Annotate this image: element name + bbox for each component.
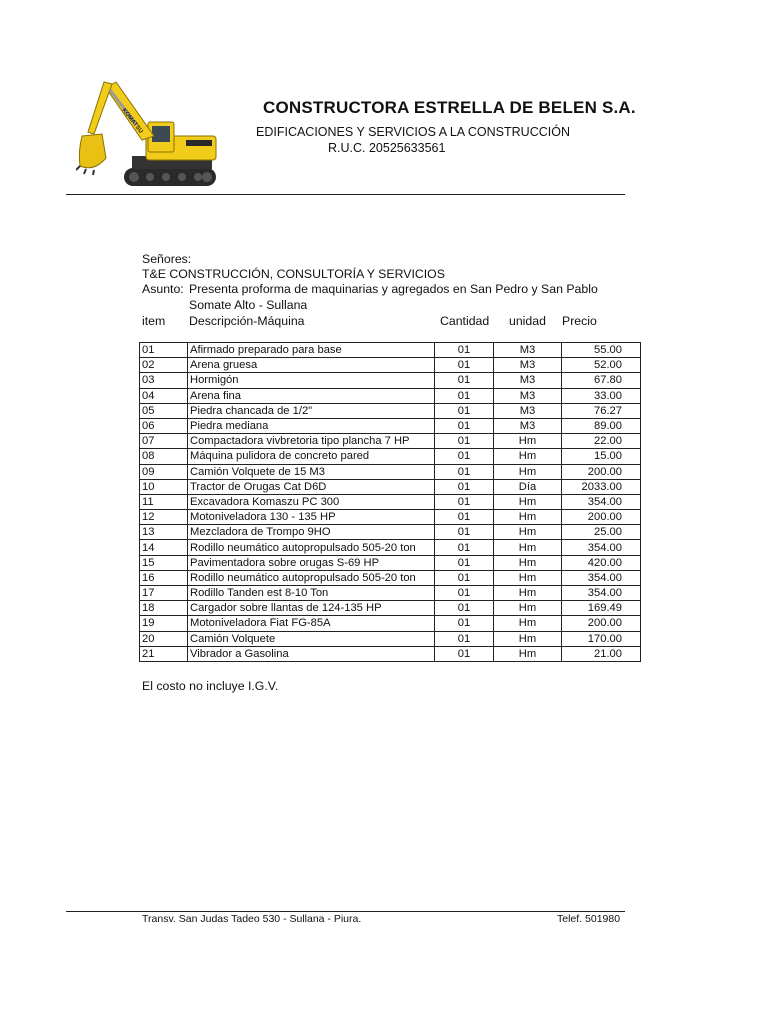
row-price: 2033.00: [562, 479, 641, 494]
row-quantity: 01: [435, 373, 494, 388]
tax-note: El costo no incluye I.G.V.: [142, 679, 279, 693]
recipient: T&E CONSTRUCCIÓN, CONSULTORÍA Y SERVICIOS: [142, 267, 445, 281]
company-name: CONSTRUCTORA ESTRELLA DE BELEN S.A.: [263, 98, 636, 117]
footer-address: Transv. San Judas Tadeo 530 - Sullana - Piura.: [142, 913, 362, 925]
row-quantity: 01: [435, 479, 494, 494]
row-unit: Hm: [494, 434, 562, 449]
row-description: Rodillo neumático autopropulsado 505-20 ton: [188, 540, 435, 555]
row-description: Arena gruesa: [188, 358, 435, 373]
row-unit: M3: [494, 373, 562, 388]
row-unit: Hm: [494, 586, 562, 601]
table-row: [140, 418, 641, 433]
table-row: [140, 373, 641, 388]
row-quantity: 01: [435, 616, 494, 631]
row-price: 33.00: [562, 388, 641, 403]
row-quantity: 01: [435, 540, 494, 555]
row-item: 11: [140, 494, 188, 509]
footer-divider: [66, 911, 625, 912]
row-item: 18: [140, 601, 188, 616]
row-item: 06: [140, 418, 188, 433]
row-unit: Hm: [494, 616, 562, 631]
row-quantity: 01: [435, 586, 494, 601]
row-price: 55.00: [562, 343, 641, 358]
row-quantity: 01: [435, 494, 494, 509]
row-description: Vibrador a Gasolina: [188, 646, 435, 661]
table-row: [140, 494, 641, 509]
row-item: 21: [140, 646, 188, 661]
column-header-quantity: Cantidad: [440, 314, 490, 328]
row-price: 67.80: [562, 373, 641, 388]
row-quantity: 01: [435, 418, 494, 433]
row-unit: Hm: [494, 525, 562, 540]
row-quantity: 01: [435, 510, 494, 525]
row-description: Afirmado preparado para base: [188, 343, 435, 358]
row-description: Excavadora Komaszu PC 300: [188, 494, 435, 509]
row-item: 15: [140, 555, 188, 570]
subject-line-1: Presenta proforma de maquinarias y agregados en San Pedro y San Pablo: [189, 282, 598, 296]
row-price: 15.00: [562, 449, 641, 464]
row-description: Piedra mediana: [188, 418, 435, 433]
row-price: 22.00: [562, 434, 641, 449]
row-item: 19: [140, 616, 188, 631]
table-row: [140, 555, 641, 570]
row-quantity: 01: [435, 388, 494, 403]
table-row: [140, 570, 641, 585]
row-item: 07: [140, 434, 188, 449]
row-unit: Hm: [494, 540, 562, 555]
table-row: [140, 646, 641, 661]
row-quantity: 01: [435, 403, 494, 418]
company-ruc: R.U.C. 20525633561: [328, 141, 446, 155]
row-price: 169.49: [562, 601, 641, 616]
row-item: 03: [140, 373, 188, 388]
row-unit: M3: [494, 403, 562, 418]
row-unit: Hm: [494, 494, 562, 509]
excavator-logo-icon: [76, 74, 226, 192]
row-unit: Hm: [494, 646, 562, 661]
table-row: [140, 631, 641, 646]
row-unit: M3: [494, 388, 562, 403]
row-price: 76.27: [562, 403, 641, 418]
row-description: Arena fina: [188, 388, 435, 403]
table-row: [140, 403, 641, 418]
row-unit: M3: [494, 343, 562, 358]
row-quantity: 01: [435, 525, 494, 540]
row-price: 354.00: [562, 494, 641, 509]
row-item: 04: [140, 388, 188, 403]
salutation: Señores:: [142, 252, 192, 266]
row-unit: Hm: [494, 449, 562, 464]
subject-line-2: Somate Alto - Sullana: [189, 298, 308, 312]
row-item: 05: [140, 403, 188, 418]
row-unit: Hm: [494, 510, 562, 525]
table-row: [140, 343, 641, 358]
row-quantity: 01: [435, 631, 494, 646]
row-item: 10: [140, 479, 188, 494]
column-header-price: Precio: [562, 314, 597, 328]
row-price: 25.00: [562, 525, 641, 540]
row-quantity: 01: [435, 358, 494, 373]
row-quantity: 01: [435, 464, 494, 479]
row-unit: Hm: [494, 464, 562, 479]
table-row: [140, 510, 641, 525]
row-item: 02: [140, 358, 188, 373]
row-description: Tractor de Orugas Cat D6D: [188, 479, 435, 494]
row-quantity: 01: [435, 601, 494, 616]
subject-label: Asunto:: [142, 282, 184, 296]
row-item: 13: [140, 525, 188, 540]
table-row: [140, 358, 641, 373]
row-description: Rodillo Tanden est 8-10 Ton: [188, 586, 435, 601]
svg-text:KOMATSU: KOMATSU: [120, 107, 144, 135]
row-unit: Hm: [494, 631, 562, 646]
footer-phone: Telef. 501980: [557, 913, 621, 925]
row-quantity: 01: [435, 646, 494, 661]
column-header-description: Descripción-Máquina: [189, 314, 305, 328]
company-tagline: EDIFICACIONES Y SERVICIOS A LA CONSTRUCCIÓN: [256, 125, 570, 139]
row-description: Motoniveladora 130 - 135 HP: [188, 510, 435, 525]
row-item: 16: [140, 570, 188, 585]
row-unit: Hm: [494, 570, 562, 585]
row-unit: Hm: [494, 601, 562, 616]
row-price: 200.00: [562, 510, 641, 525]
row-item: 12: [140, 510, 188, 525]
row-quantity: 01: [435, 434, 494, 449]
row-unit: M3: [494, 418, 562, 433]
row-description: Pavimentadora sobre orugas S-69 HP: [188, 555, 435, 570]
row-price: 354.00: [562, 570, 641, 585]
row-description: Rodillo neumático autopropulsado 505-20 ton: [188, 570, 435, 585]
table-row: [140, 449, 641, 464]
row-description: Piedra chancada de 1/2": [188, 403, 435, 418]
row-item: 20: [140, 631, 188, 646]
column-header-item: item: [142, 314, 166, 328]
row-unit: M3: [494, 358, 562, 373]
row-description: Cargador sobre llantas de 124-135 HP: [188, 601, 435, 616]
row-description: Máquina pulidora de concreto pared: [188, 449, 435, 464]
table-row: [140, 434, 641, 449]
table-row: [140, 540, 641, 555]
row-price: 21.00: [562, 646, 641, 661]
row-item: 09: [140, 464, 188, 479]
header-divider: [66, 194, 625, 195]
row-quantity: 01: [435, 555, 494, 570]
table-row: [140, 479, 641, 494]
quotation-table: [139, 342, 641, 662]
row-unit: Hm: [494, 555, 562, 570]
row-unit: Día: [494, 479, 562, 494]
row-price: 52.00: [562, 358, 641, 373]
row-description: Compactadora vivbretoria tipo plancha 7 HP: [188, 434, 435, 449]
row-item: 17: [140, 586, 188, 601]
row-price: 354.00: [562, 586, 641, 601]
row-quantity: 01: [435, 449, 494, 464]
table-row: [140, 586, 641, 601]
row-description: Camión Volquete de 15 M3: [188, 464, 435, 479]
table-row: [140, 525, 641, 540]
table-row: [140, 616, 641, 631]
row-price: 420.00: [562, 555, 641, 570]
row-price: 200.00: [562, 464, 641, 479]
row-quantity: 01: [435, 570, 494, 585]
row-description: Hormigón: [188, 373, 435, 388]
table-row: [140, 388, 641, 403]
row-description: Camión Volquete: [188, 631, 435, 646]
row-price: 200.00: [562, 616, 641, 631]
row-item: 01: [140, 343, 188, 358]
table-row: [140, 601, 641, 616]
column-header-unit: unidad: [509, 314, 546, 328]
row-description: Motoniveladora Fiat FG-85A: [188, 616, 435, 631]
row-price: 354.00: [562, 540, 641, 555]
table-row: [140, 464, 641, 479]
row-price: 89.00: [562, 418, 641, 433]
row-description: Mezcladora de Trompo 9HO: [188, 525, 435, 540]
row-item: 08: [140, 449, 188, 464]
row-item: 14: [140, 540, 188, 555]
row-quantity: 01: [435, 343, 494, 358]
row-price: 170.00: [562, 631, 641, 646]
